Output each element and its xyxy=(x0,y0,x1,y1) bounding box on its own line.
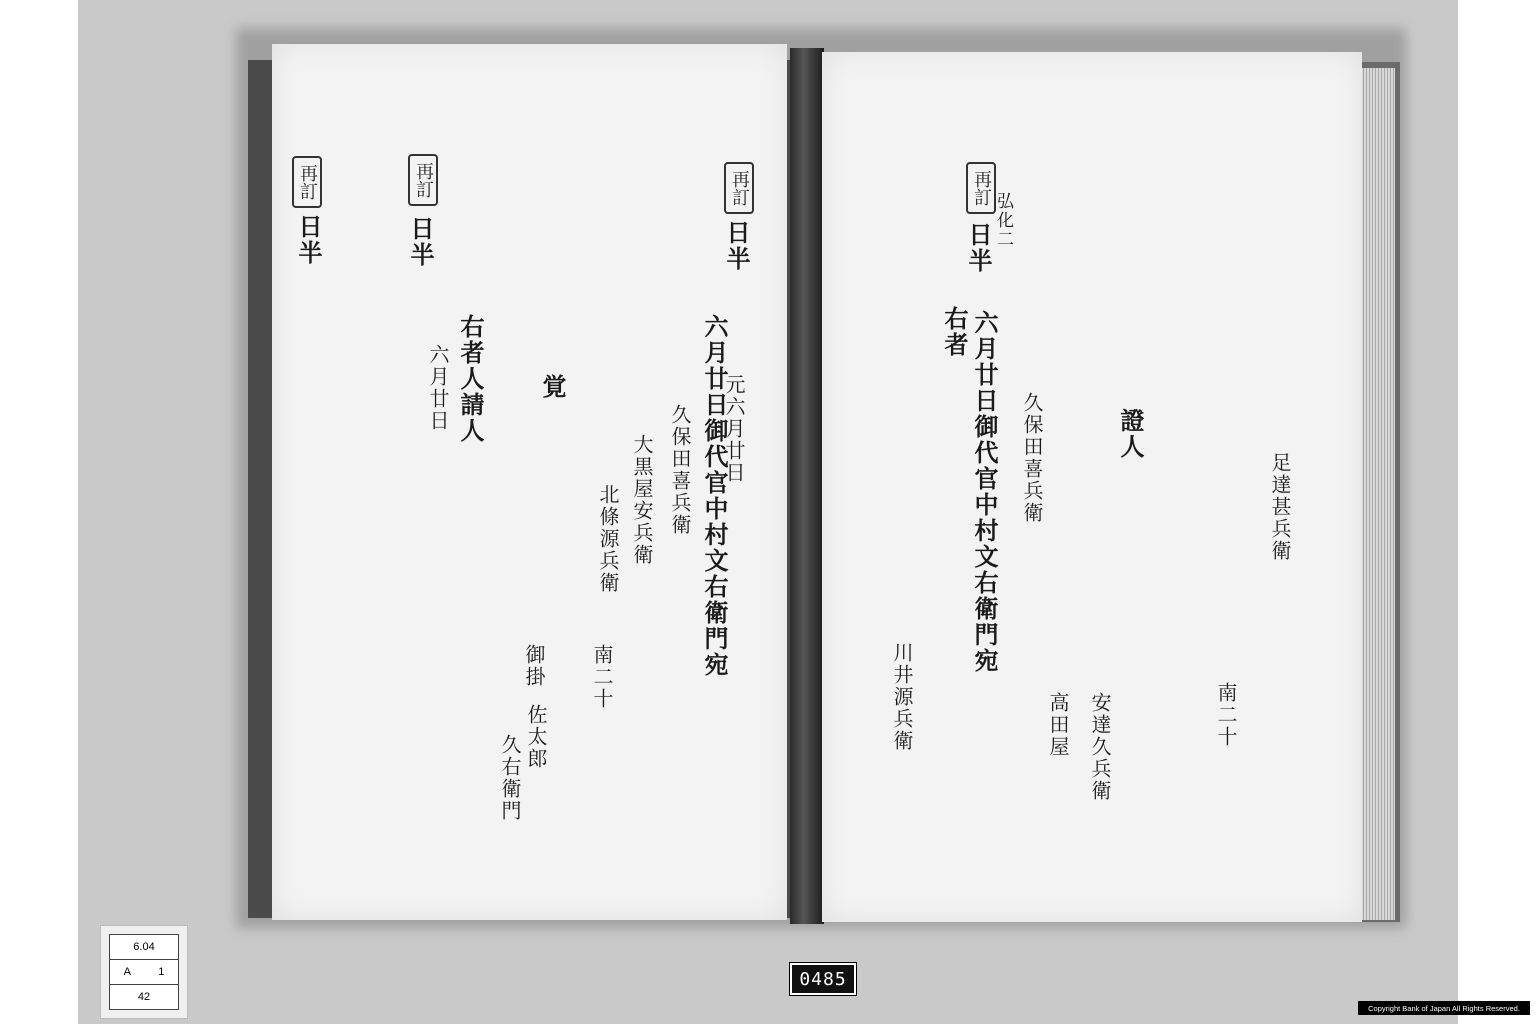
text-column: 足達甚兵衛 xyxy=(1268,452,1292,562)
text-column: 日半 xyxy=(406,216,435,268)
margin-annotation: 弘化二 xyxy=(993,192,1013,249)
text-column: 日半 xyxy=(294,214,323,266)
reference-row xyxy=(110,960,178,985)
right-page xyxy=(822,52,1362,922)
text-column: 六月廿日御代官中村文右衛門宛 xyxy=(700,314,729,678)
text-column: 高田屋 xyxy=(1046,692,1070,758)
copyright-notice: Copyright Bank of Japan All Rights Reserved. xyxy=(1358,1001,1530,1015)
reference-line: 1 xyxy=(158,966,165,978)
text-column: 右者 xyxy=(940,306,969,358)
text-column: 安達久兵衛 xyxy=(1088,692,1112,802)
reference-grid xyxy=(109,934,179,1010)
revision-seal: 再訂 xyxy=(724,162,754,214)
text-column: 日半 xyxy=(964,222,993,274)
book-gutter xyxy=(790,48,824,924)
reference-line: 6.04 xyxy=(133,941,155,953)
text-column: 久保田喜兵衛 xyxy=(668,404,692,536)
reference-row xyxy=(110,985,178,1009)
text-column: 北條源兵衛 xyxy=(596,484,620,594)
text-column: 日半 xyxy=(722,220,751,272)
text-column: 六月廿日 xyxy=(426,344,450,432)
text-column: 大黒屋安兵衛 xyxy=(630,434,654,566)
text-column: 元六月廿日 xyxy=(722,374,746,484)
revision-seal: 再訂 xyxy=(292,156,322,208)
text-column: 南二十 xyxy=(590,644,614,710)
reference-row xyxy=(110,935,178,960)
frame-number: 0485 xyxy=(790,963,856,995)
reference-card xyxy=(100,925,188,1019)
text-column: 右者人請人 xyxy=(456,314,485,444)
text-column: 御掛 xyxy=(522,644,546,688)
reference-line: 42 xyxy=(137,991,151,1003)
reference-line: A xyxy=(123,966,131,978)
left-page xyxy=(272,44,787,920)
text-column: 久右衛門 xyxy=(498,734,522,822)
revision-seal: 再訂 xyxy=(966,162,996,214)
text-column: 證人 xyxy=(1116,408,1145,460)
text-column: 川井源兵衛 xyxy=(890,642,914,752)
text-column: 佐太郎 xyxy=(524,704,548,770)
revision-seal: 再訂 xyxy=(408,154,438,206)
text-column: 六月廿日御代官中村文右衛門宛 xyxy=(970,310,999,674)
text-column: 覚 xyxy=(538,374,567,400)
text-column: 久保田喜兵衛 xyxy=(1020,392,1044,524)
text-column: 南二十 xyxy=(1214,682,1238,748)
